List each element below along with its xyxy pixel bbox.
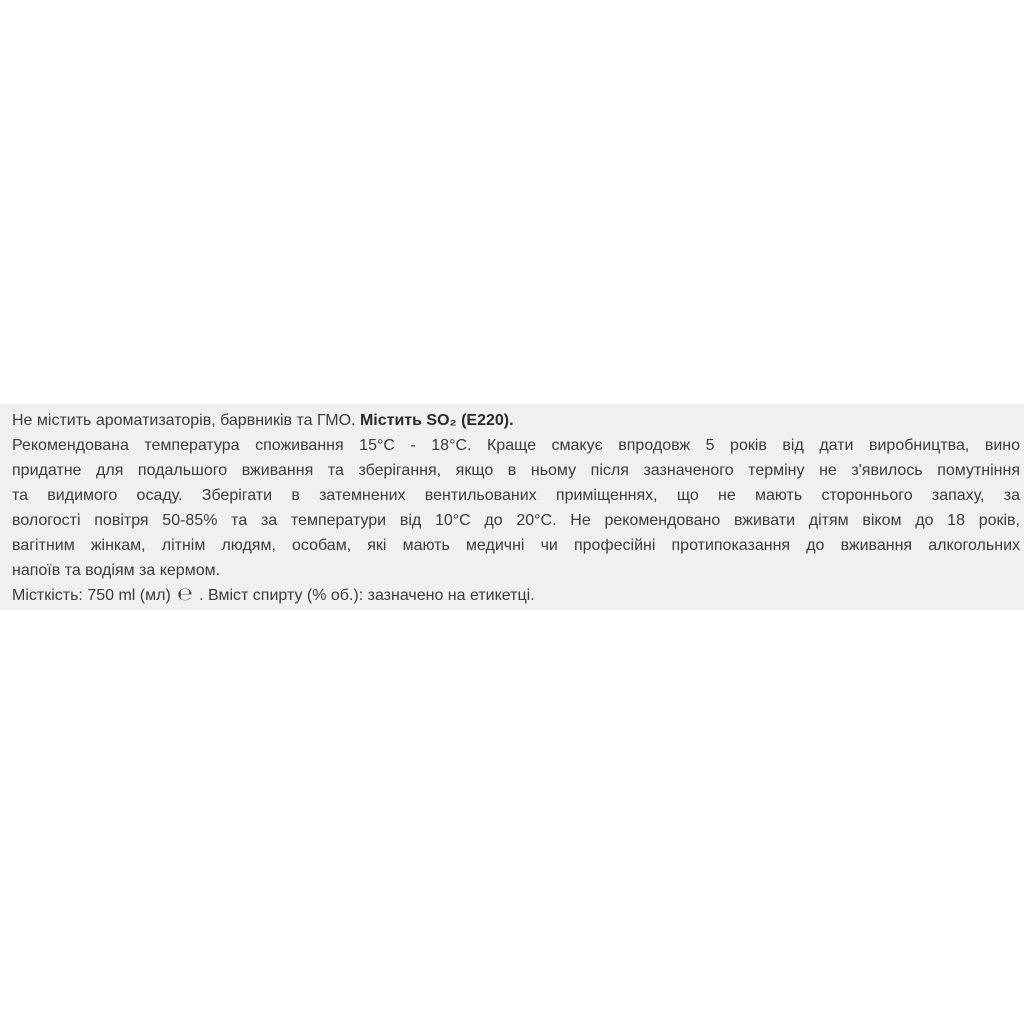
label-line-1 — [12, 408, 1020, 433]
label-line-2: Рекомендована температура споживання 15°С - 18°С. Краще смакує впродовж 5 років від дати виробництва, вино — [12, 437, 1020, 454]
label-line-8 — [12, 583, 1020, 608]
label-line-7: напоїв та водіям за кермом. — [12, 562, 221, 579]
sulfites-notice: Містить SO₂ (Е220). — [359, 412, 514, 429]
estimated-sign-icon: ℮ — [177, 584, 193, 605]
label-line-6: вагітним жінкам, літнім людям, особам, які мають медичні чи професійні протипоказання до вживання алкогольних — [12, 537, 1020, 554]
additives-notice: Не містить ароматизаторів, барвників та ГМО. — [12, 412, 356, 429]
label-line-3: придатне для подальшого вживання та зберігання, якщо в ньому після зазначеного терміну не з'явилось помутніння — [12, 462, 1020, 479]
label-line-5: вологості повітря 50-85% та за температури від 10°С до 20°С. Не рекомендовано вживати дітям віком до 18 років, — [12, 512, 1020, 529]
label-text-block — [12, 408, 1020, 608]
alcohol-content-text: . Вміст спирту (% об.): зазначено на етикетці. — [199, 587, 535, 604]
label-line-4: та видимого осаду. Зберігати в затемнених вентильованих приміщеннях, що не мають стороннього запаху, за — [12, 487, 1020, 504]
volume-text: Місткість: 750 ml (мл) — [12, 587, 171, 604]
